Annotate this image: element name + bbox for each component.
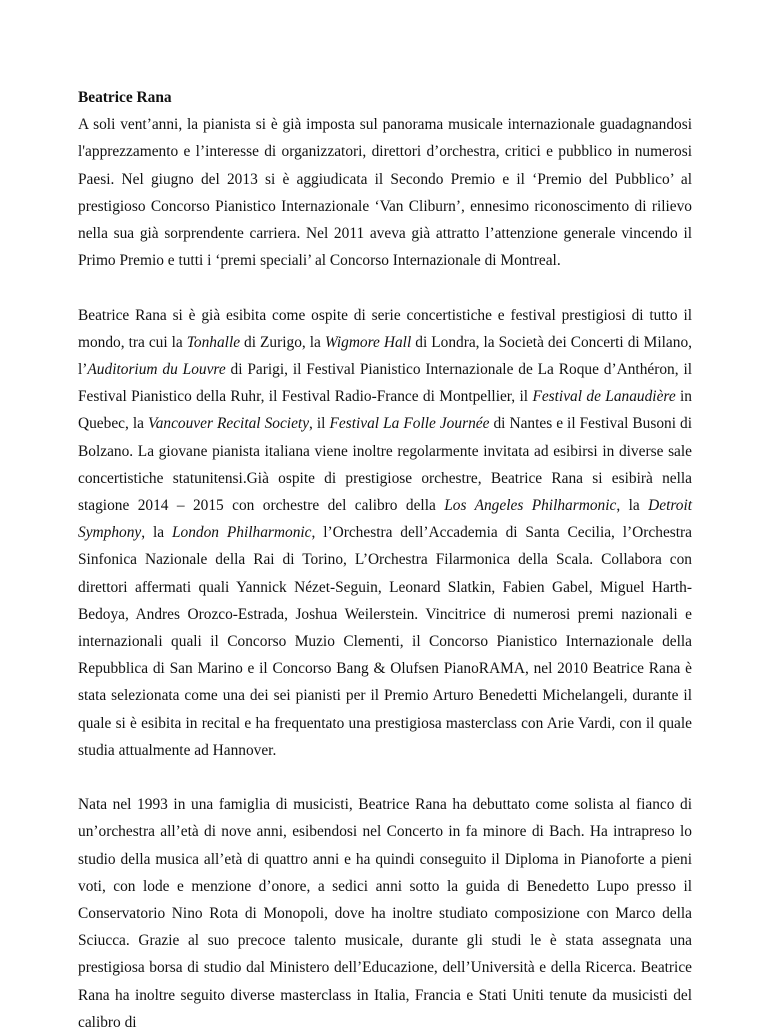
body-paragraph [78,302,692,764]
body-paragraph [78,111,692,274]
text-run: , l’Orchestra dell’Accademia di Santa Cecilia, l’Orchestra Sinfonica Nazionale della Rai di Torino, L’Orchestra Filarmonica della Scala. Collabora con direttori affermati quali Yannick Nézet-Seguin, Leonard Slatkin, Fabien Gabel, Miguel Harth-Bedoya, Andres Orozco-Estrada, Joshua Weilerstein. Vincitrice di numerosi premi nazionali e internazionali quali il Concorso Muzio Clementi, il Concorso Pianistico Internazionale della Repubblica di San Marino e il Concorso Bang & Olufsen PianoRAMA, nel 2010 Beatrice Rana è stata selezionata come una dei sei pianisti per il Premio Arturo Benedetti Michelangeli, durante il quale si è esibita in recital e ha frequentato una prestigiosa masterclass con Arie Vardi, con il quale studia attualmente ad Hannover. [78,524,692,759]
body-paragraph [78,791,692,1036]
italic-text-run: Auditorium du Louvre [87,361,226,379]
italic-text-run: London Philharmonic [171,524,312,542]
text-run: , la [616,497,649,515]
text-run: in Quebec, la [78,388,692,433]
italic-text-run: Detroit Symphony [78,497,693,542]
text-run: di Parigi, il Festival Pianistico Internazionale de La Roque d’Anthéron, il Festival Pianistico della Ruhr, il Festival Radio-France di Montpellier, il [78,361,692,406]
document-title: Beatrice Rana [78,89,172,106]
italic-text-run: Festival de Lanaudière [532,388,676,406]
italic-text-run: Vancouver Recital Society [148,415,310,433]
text-run: Beatrice Rana si è già esibita come ospite di serie concertistiche e festival prestigiosi di tutto il mondo, tra cui la [78,306,692,351]
text-run: A soli vent’anni, la pianista si è già imposta sul panorama musicale internazionale guadagnandosi l'apprezzamento e l’interesse di organizzatori, direttori d’orchestra, critici e pubblico in numerosi Paesi. Nel giugno del 2013 si è aggiudicata il Secondo Premio e il ‘Premio del Pubblico’ al prestigioso Concorso Pianistico Internazionale ‘Van Cliburn’, ennesimo riconoscimento di rilievo nella sua già sorprendente carriera. Nel 2011 aveva già attratto l’attenzione generale vincendo il Primo Premio e tutti i ‘premi speciali’ al Concorso Internazionale di Montreal. [78,116,692,270]
italic-text-run: Festival La Folle Journée [329,415,490,433]
text-run: di Zurigo, la [240,333,325,351]
italic-text-run: Tonhalle [186,333,241,351]
text-run: Nata nel 1993 in una famiglia di musicisti, Beatrice Rana ha debuttato come solista al fianco di un’orchestra all’età di nove anni, esibendosi nel Concerto in fa minore di Bach. Ha intrapreso lo studio della musica all’età di quattro anni e ha quindi conseguito il Diploma in Pianoforte a pieni voti, con lode e menzione d’onore, a sedici anni sotto la guida di Benedetto Lupo presso il Conservatorio Nino Rota di Monopoli, dove ha inoltre studiato composizione con Marco della Sciucca. Grazie al suo precoce talento musicale, durante gli studi le è stata assegnata una prestigiosa borsa di studio dal Ministero dell’Educazione, dell’Università e della Ricerca. Beatrice Rana ha inoltre seguito diverse masterclass in Italia, Francia e Stati Uniti tenute da musicisti del calibro di [78,796,692,1031]
document-body [78,111,692,1036]
text-run: di Londra, la Società dei Concerti di Milano, l’ [78,333,692,379]
italic-text-run: Wigmore Hall [324,333,412,351]
text-run: di Nantes e il Festival Busoni di Bolzano. La giovane pianista italiana viene inoltre regolarmente invitata ad esibirsi in diverse sale concertistiche statunitensi.Già ospite di prestigiose orchestre, Beatrice Rana si esibirà nella stagione 2014 – 2015 con orchestre del calibro della [78,415,692,515]
text-run: , il [309,415,330,433]
italic-text-run: Los Angeles Philharmonic [444,497,617,515]
text-run: , la [141,524,172,542]
